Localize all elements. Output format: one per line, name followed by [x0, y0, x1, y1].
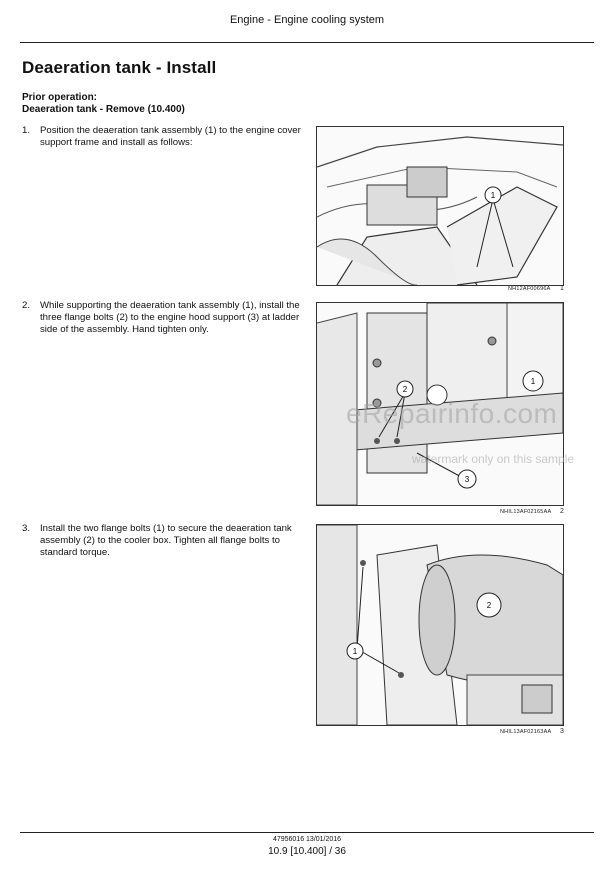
- figure-3-number: 3: [560, 728, 564, 735]
- figure-1-image: [316, 126, 564, 286]
- figure-1-code: NH12AF00696A: [508, 286, 551, 292]
- engine-photo-illustration: [317, 127, 563, 285]
- prior-operation-link[interactable]: Deaeration tank - Remove (10.400): [22, 104, 185, 115]
- figure-3-image: [316, 524, 564, 726]
- prior-operation: [22, 92, 185, 116]
- figure-3-code: NHIL13AF02163AA: [500, 729, 552, 735]
- footer-doc-code: 47956016 13/01/2016: [272, 836, 342, 843]
- step-1: [22, 125, 302, 149]
- header-rule: [20, 42, 594, 43]
- figure-1-number: 1: [560, 285, 564, 292]
- callout-1: 1: [490, 191, 496, 200]
- step-number: 2.: [22, 300, 31, 311]
- running-header: Engine - Engine cooling system: [229, 14, 385, 26]
- callout-1: 1: [352, 647, 358, 656]
- engine-photo-illustration: [317, 525, 563, 725]
- callout-2: 2: [402, 385, 408, 394]
- prior-operation-label: Prior operation:: [22, 92, 98, 103]
- callout-1: 1: [530, 377, 536, 386]
- figure-2-code: NHIL13AF02165AA: [500, 509, 552, 515]
- footer-rule: [20, 832, 594, 833]
- step-3: [22, 523, 302, 559]
- callout-2: 2: [486, 601, 492, 610]
- step-text: Install the two flange bolts (1) to secure the deaeration tank assembly (2) to the cooler box. Tighten all flange bolts to standard torque.: [40, 523, 292, 558]
- step-text: Position the deaeration tank assembly (1) to the engine cover support frame and install as follows:: [40, 125, 301, 148]
- callout-3: 3: [464, 475, 470, 484]
- step-number: 1.: [22, 125, 31, 136]
- step-number: 3.: [22, 523, 31, 534]
- watermark-subtext: watermark only on this sample: [412, 452, 575, 466]
- step-2: [22, 300, 302, 336]
- footer-page-number: 10.9 [10.400] / 36: [268, 846, 346, 857]
- figure-2-number: 2: [560, 508, 564, 515]
- step-text: While supporting the deaeration tank assembly (1), install the three flange bolts (2) to the engine hood support (3) at ladder side of the assembly. Hand tighten only.: [40, 300, 300, 335]
- page-title: Deaeration tank - Install: [22, 58, 217, 77]
- watermark-text: eRepairinfo.com: [346, 398, 558, 429]
